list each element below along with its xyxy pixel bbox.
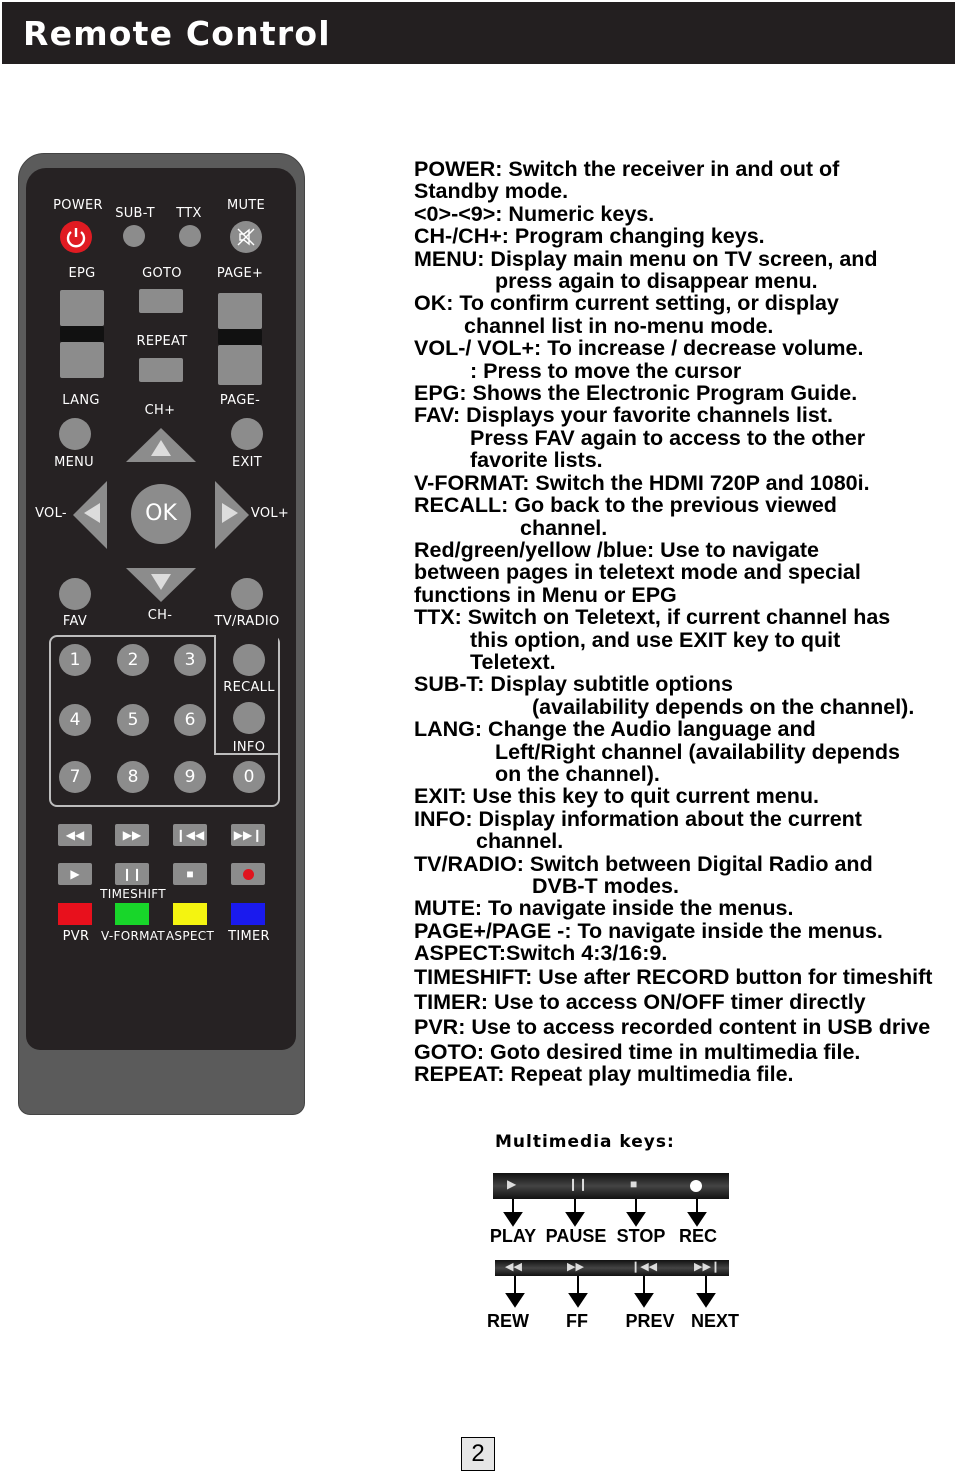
right-arrow-icon <box>208 492 248 534</box>
yellow-button[interactable] <box>173 903 207 925</box>
desc-line: SUB-T: Display subtitle options <box>414 672 733 697</box>
desc-line: on the channel). <box>495 761 660 786</box>
rec-key-label: REC <box>678 1226 718 1246</box>
desc-line: favorite lists. <box>470 448 603 473</box>
desc-line: TIMER: Use to access ON/OFF timer directly <box>414 990 866 1015</box>
epg-lower-button[interactable] <box>60 342 104 378</box>
desc-line: TV/RADIO: Switch between Digital Radio and <box>414 851 873 876</box>
desc-line: <0>-<9>: Numeric keys. <box>414 201 655 226</box>
desc-line: EXIT: Use this key to quit current menu. <box>414 784 819 809</box>
next-icon: ▶▶❙ <box>233 828 263 842</box>
timer-label: TIMER <box>228 929 270 944</box>
desc-line: POWER: Switch the receiver in and out of <box>414 157 840 181</box>
media-strip-2 <box>495 1260 729 1276</box>
green-button[interactable] <box>115 903 149 925</box>
power-icon <box>60 221 92 253</box>
red-button[interactable] <box>58 903 92 925</box>
prev-key-label: PREV <box>625 1311 675 1331</box>
record-button[interactable] <box>231 863 265 885</box>
page-divider <box>218 329 262 345</box>
info-button[interactable] <box>233 702 265 734</box>
desc-line: TIMESHIFT: Use after RECORD button for timeshift <box>414 964 933 989</box>
ch-plus-label: CH+ <box>144 403 176 418</box>
vol-up-button[interactable] <box>208 492 248 534</box>
desc-line: ASPECT:Switch 4:3/16:9. <box>414 941 668 966</box>
lang-label: LANG <box>62 393 100 408</box>
desc-line: MUTE: To navigate inside the menus. <box>414 896 794 921</box>
play-icon: ▶ <box>507 1177 517 1191</box>
desc-line: Left/Right channel (availability depends <box>495 739 900 764</box>
rewind-icon: ◀◀ <box>505 1261 522 1273</box>
ff-key-label: FF <box>566 1311 588 1331</box>
page-plus-label: PAGE+ <box>216 266 264 281</box>
multimedia-title: Multimedia keys: <box>495 1132 675 1152</box>
desc-line: REPEAT: Repeat play multimedia file. <box>414 1062 794 1087</box>
v-format-label: V-FORMAT <box>101 929 165 943</box>
mute-icon <box>230 221 262 253</box>
desc-line: this option, and use EXIT key to quit <box>470 627 841 652</box>
aspect-label: ASPECT <box>165 929 215 943</box>
record-icon <box>243 869 254 880</box>
info-label: INFO <box>232 740 266 755</box>
desc-line: Press FAV again to access to the other <box>470 425 866 450</box>
desc-line: : Press to move the cursor <box>470 358 742 383</box>
power-button[interactable] <box>60 221 92 253</box>
desc-line: RECALL: Go back to the previous viewed <box>414 493 837 518</box>
sub-t-label: SUB-T <box>115 206 155 221</box>
num-1-button[interactable]: 1 <box>59 644 91 676</box>
recall-label: RECALL <box>223 680 275 695</box>
mute-button[interactable] <box>230 221 262 253</box>
prev-button[interactable] <box>173 824 207 846</box>
rew-key-label: REW <box>487 1311 529 1331</box>
desc-line: Standby mode. <box>414 179 569 204</box>
next-key-label: NEXT <box>690 1311 740 1331</box>
desc-line: channel. <box>520 515 608 540</box>
goto-label: GOTO <box>142 266 182 281</box>
recall-button[interactable] <box>233 644 265 676</box>
timeshift-label: TIMESHIFT <box>100 887 166 901</box>
exit-label: EXIT <box>231 455 263 470</box>
play-icon: ▶ <box>70 867 80 881</box>
pause-icon: ❙❙ <box>121 867 143 881</box>
pause-button[interactable] <box>115 863 149 885</box>
desc-line: EPG: Shows the Electronic Program Guide. <box>414 381 858 406</box>
media-pointers-1 <box>493 1199 729 1229</box>
tv-radio-button[interactable] <box>231 578 263 610</box>
pvr-label: PVR <box>62 929 90 944</box>
play-key-label: PLAY <box>489 1226 537 1246</box>
sub-t-button[interactable] <box>123 225 145 247</box>
num-5-button[interactable]: 5 <box>117 704 149 736</box>
desc-line: LANG: Change the Audio language and <box>414 717 816 742</box>
rewind-icon: ◀◀ <box>65 828 85 842</box>
desc-line: PVR: Use to access recorded content in USB drive <box>414 1015 931 1040</box>
desc-line: FAV: Displays your favorite channels list. <box>414 403 833 428</box>
desc-line: (availability depends on the channel). <box>532 694 915 719</box>
desc-line: press again to disappear menu. <box>495 269 818 294</box>
mute-label: MUTE <box>226 198 266 213</box>
vol-down-button[interactable] <box>74 492 114 534</box>
record-icon <box>690 1180 702 1192</box>
num-8-button[interactable]: 8 <box>117 761 149 793</box>
next-icon: ▶▶❙ <box>694 1261 721 1273</box>
desc-line: VOL-/ VOL+: To increase / decrease volume. <box>414 336 864 361</box>
page-title: Remote Control <box>23 14 331 53</box>
play-button[interactable] <box>58 863 92 885</box>
desc-line: MENU: Display main menu on TV screen, and <box>414 246 878 271</box>
header-bar <box>2 2 955 64</box>
ttx-button[interactable] <box>179 225 201 247</box>
previous-icon: ❙◀◀ <box>631 1261 658 1273</box>
desc-line: V-FORMAT: Switch the HDMI 720P and 1080i. <box>414 470 870 495</box>
desc-line: GOTO: Goto desired time in multimedia file. <box>414 1039 861 1064</box>
ff-button[interactable] <box>115 824 149 846</box>
stop-key-label: STOP <box>616 1226 666 1246</box>
epg-divider <box>60 326 104 342</box>
desc-line: channel list in no-menu mode. <box>464 313 774 338</box>
media-pointers-2 <box>493 1276 729 1310</box>
fav-button[interactable] <box>59 578 91 610</box>
desc-line: TTX: Switch on Teletext, if current channel has <box>414 605 891 630</box>
num-3-button[interactable]: 3 <box>174 644 206 676</box>
ttx-label: TTX <box>176 206 202 221</box>
desc-line: Teletext. <box>470 649 556 674</box>
stop-icon: ■ <box>186 867 194 881</box>
fav-label: FAV <box>62 614 88 629</box>
pause-key-label: PAUSE <box>545 1226 607 1246</box>
pause-icon: ❙❙ <box>568 1177 589 1191</box>
num-7-button[interactable]: 7 <box>59 761 91 793</box>
page-minus-label: PAGE- <box>219 393 261 408</box>
desc-line: OK: To confirm current setting, or display <box>414 291 839 316</box>
desc-line: Red/green/yellow /blue: Use to navigate <box>414 537 820 562</box>
stop-icon: ■ <box>630 1177 638 1191</box>
page-number: 2 <box>461 1437 495 1471</box>
ch-down-button[interactable] <box>140 560 182 600</box>
desc-line: INFO: Display information about the current <box>414 806 862 831</box>
ch-up-button[interactable] <box>140 430 182 470</box>
page-minus-button[interactable] <box>218 345 262 385</box>
ok-button[interactable]: OK <box>131 484 191 544</box>
num-2-button[interactable]: 2 <box>117 644 149 676</box>
vol-plus-label: VOL+ <box>250 506 290 521</box>
desc-line: channel. <box>476 829 564 854</box>
desc-line: DVB-T modes. <box>532 874 679 898</box>
key-descriptions <box>414 158 959 1086</box>
left-arrow-icon <box>74 492 114 534</box>
rew-button[interactable] <box>58 824 92 846</box>
desc-line: PAGE+/PAGE -: To navigate inside the menus. <box>414 918 883 943</box>
previous-icon: ❙◀◀ <box>175 828 205 842</box>
blue-button[interactable] <box>231 903 265 925</box>
fast-forward-icon: ▶▶ <box>122 828 142 842</box>
vol-minus-label: VOL- <box>35 506 67 521</box>
num-9-button[interactable]: 9 <box>174 761 206 793</box>
desc-line: between pages in teletext mode and special <box>414 560 861 585</box>
epg-button[interactable] <box>60 290 104 326</box>
repeat-button[interactable] <box>139 358 183 382</box>
fast-forward-icon: ▶▶ <box>567 1261 584 1273</box>
next-button[interactable] <box>231 824 265 846</box>
num-6-button[interactable]: 6 <box>174 704 206 736</box>
goto-button[interactable] <box>139 289 183 313</box>
numpad-frame-notch-side <box>214 635 216 755</box>
num-4-button[interactable]: 4 <box>59 704 91 736</box>
desc-line: functions in Menu or EPG <box>414 582 677 607</box>
page-plus-button[interactable] <box>218 293 262 329</box>
num-0-button[interactable]: 0 <box>233 761 265 793</box>
media-strip-1 <box>493 1173 729 1199</box>
power-label: POWER <box>53 198 103 213</box>
ch-minus-label: CH- <box>147 608 173 623</box>
repeat-label: REPEAT <box>136 334 188 349</box>
stop-button[interactable] <box>173 863 207 885</box>
down-arrow-icon <box>140 560 182 600</box>
epg-label: EPG <box>68 266 96 281</box>
menu-label: MENU <box>54 455 94 470</box>
up-arrow-icon <box>140 430 182 470</box>
tv-radio-label: TV/RADIO <box>214 614 280 629</box>
desc-line: CH-/CH+: Program changing keys. <box>414 224 765 249</box>
